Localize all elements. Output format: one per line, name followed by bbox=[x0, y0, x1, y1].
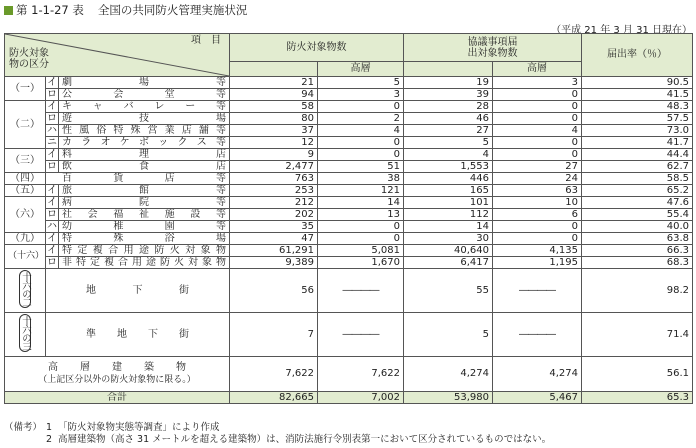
as-of-date: （平成 21 年 3 月 31 日現在） bbox=[551, 25, 692, 36]
cell-agreement: 28 bbox=[404, 101, 493, 113]
cell-count: 7 bbox=[230, 313, 318, 357]
cell-rate: 40.0 bbox=[582, 221, 693, 233]
table-row bbox=[5, 233, 693, 245]
cell-high-rise: 51 bbox=[318, 161, 404, 173]
table-row bbox=[5, 269, 693, 313]
total-agreement-high-rise: 5,467 bbox=[493, 392, 582, 404]
total-rate: 65.3 bbox=[582, 392, 693, 404]
category-name: 病 院 等 bbox=[59, 197, 230, 209]
cell-high-rise: 4 bbox=[318, 125, 404, 137]
cell-rate: 71.4 bbox=[582, 313, 693, 357]
category-name: 非特定複合用途防火対象物 bbox=[59, 257, 230, 269]
table-row bbox=[5, 113, 693, 125]
category-name: 旅 館 等 bbox=[59, 185, 230, 197]
table-row bbox=[5, 101, 693, 113]
header-category bbox=[5, 34, 230, 77]
cell-count: 202 bbox=[230, 209, 318, 221]
cell-count: 37 bbox=[230, 125, 318, 137]
cell-rate: 47.6 bbox=[582, 197, 693, 209]
total-row bbox=[5, 392, 693, 404]
cell-count: 35 bbox=[230, 221, 318, 233]
header-agreement-blank bbox=[404, 62, 493, 77]
table-row bbox=[5, 89, 693, 101]
subgroup-letter: ハ bbox=[47, 124, 57, 136]
high-building-name: 高 層 建 築 物 bbox=[48, 362, 187, 373]
group-label: （六） bbox=[5, 197, 46, 233]
table-row bbox=[5, 257, 693, 269]
cell-agreement-high-rise: 6 bbox=[493, 209, 582, 221]
notes bbox=[4, 422, 551, 446]
cell-count: 58 bbox=[230, 101, 318, 113]
subgroup-letter: イ bbox=[47, 76, 57, 88]
cell-rate: 41.7 bbox=[582, 137, 693, 149]
cell-rate: 66.3 bbox=[582, 245, 693, 257]
cell-high-rise: 1,670 bbox=[318, 257, 404, 269]
group-oval: 十六の三 bbox=[20, 316, 31, 350]
category-name: カラオケボックス等 bbox=[59, 137, 230, 149]
note-number: 2 bbox=[46, 434, 53, 445]
category-name: 特定複合用途防火対象物 bbox=[59, 245, 230, 257]
category-name: 料 理 店 bbox=[59, 149, 230, 161]
group-label: （三） bbox=[5, 149, 46, 173]
group-label bbox=[5, 313, 46, 357]
cell-agreement-high-rise: 3 bbox=[493, 77, 582, 89]
cell-count: 7,622 bbox=[230, 357, 318, 392]
category-name: 遊 技 場 bbox=[59, 113, 230, 125]
subgroup-letter: ニ bbox=[47, 136, 57, 148]
table-row bbox=[5, 125, 693, 137]
cell-agreement-high-rise: ―――― bbox=[493, 313, 582, 357]
group-label: （一） bbox=[5, 77, 46, 101]
group-label: （九） bbox=[5, 233, 46, 245]
high-building-label bbox=[5, 357, 230, 392]
group-label bbox=[5, 269, 46, 313]
cell-agreement-high-rise: 0 bbox=[493, 149, 582, 161]
note-number: 1 bbox=[46, 422, 53, 433]
cell-high-rise: 0 bbox=[318, 149, 404, 161]
subgroup-letter: ロ bbox=[47, 208, 57, 220]
header-count-blank bbox=[230, 62, 318, 77]
cell-agreement: 5 bbox=[404, 313, 493, 357]
cell-rate: 62.7 bbox=[582, 161, 693, 173]
cell-agreement: 6,417 bbox=[404, 257, 493, 269]
table-row bbox=[5, 197, 693, 209]
cell-rate: 41.5 bbox=[582, 89, 693, 101]
header-item: 項 目 bbox=[191, 35, 222, 46]
subgroup-letter: イ bbox=[47, 232, 57, 244]
cell-agreement: 55 bbox=[404, 269, 493, 313]
cell-agreement-high-rise: 0 bbox=[493, 233, 582, 245]
cell-count: 94 bbox=[230, 89, 318, 101]
total-agreement: 53,980 bbox=[404, 392, 493, 404]
subgroup-letter: ハ bbox=[47, 220, 57, 232]
note-text: 高層建築物（高さ 31 メートルを超える建築物）は、消防法施行令別表第一において区分されているものではない。 bbox=[58, 434, 552, 445]
table-title-text: 全国の共同防火管理実施状況 bbox=[97, 3, 248, 17]
cell-agreement-high-rise: 24 bbox=[493, 173, 582, 185]
cell-count: 9 bbox=[230, 149, 318, 161]
cell-rate: 68.3 bbox=[582, 257, 693, 269]
cell-high-rise: 0 bbox=[318, 233, 404, 245]
header-classification: 防火対象 物の区分 bbox=[9, 48, 49, 70]
category-name: 準 地 下 街 bbox=[46, 313, 230, 357]
cell-rate: 58.5 bbox=[582, 173, 693, 185]
cell-rate: 98.2 bbox=[582, 269, 693, 313]
table-row bbox=[5, 77, 693, 89]
table-body bbox=[5, 77, 693, 404]
cell-agreement-high-rise: 4,274 bbox=[493, 357, 582, 392]
cell-agreement: 19 bbox=[404, 77, 493, 89]
cell-agreement-high-rise: 0 bbox=[493, 89, 582, 101]
cell-count: 9,389 bbox=[230, 257, 318, 269]
group-label: （二） bbox=[5, 101, 46, 149]
table-title bbox=[4, 2, 247, 18]
total-label: 合計 bbox=[5, 392, 230, 404]
subgroup-letter: ロ bbox=[47, 160, 57, 172]
table-row bbox=[5, 357, 693, 392]
cell-agreement: 4,274 bbox=[404, 357, 493, 392]
table-row bbox=[5, 245, 693, 257]
category-name: 社会福祉施設等 bbox=[59, 209, 230, 221]
cell-high-rise: 0 bbox=[318, 101, 404, 113]
note-text: 「防火対象物実態等調査」により作成 bbox=[58, 422, 220, 433]
fire-management-table bbox=[4, 33, 693, 404]
cell-agreement: 112 bbox=[404, 209, 493, 221]
cell-high-rise: 0 bbox=[318, 137, 404, 149]
cell-high-rise: 0 bbox=[318, 221, 404, 233]
cell-rate: 48.3 bbox=[582, 101, 693, 113]
subgroup-letter: イ bbox=[47, 244, 57, 256]
cell-rate: 73.0 bbox=[582, 125, 693, 137]
cell-agreement-high-rise: 4,135 bbox=[493, 245, 582, 257]
cell-agreement-high-rise: 0 bbox=[493, 221, 582, 233]
subgroup-letter: イ bbox=[47, 184, 57, 196]
cell-high-rise: 7,622 bbox=[318, 357, 404, 392]
cell-rate: 44.4 bbox=[582, 149, 693, 161]
cell-agreement: 30 bbox=[404, 233, 493, 245]
header-rate: 届出率（％） bbox=[582, 34, 693, 77]
cell-rate: 57.5 bbox=[582, 113, 693, 125]
cell-high-rise: 13 bbox=[318, 209, 404, 221]
high-building-sub: （上記区分以外の防火対象物に限る。） bbox=[38, 375, 196, 385]
cell-agreement: 40,640 bbox=[404, 245, 493, 257]
cell-high-rise: 5,081 bbox=[318, 245, 404, 257]
cell-agreement-high-rise: 0 bbox=[493, 137, 582, 149]
category-name: 公 会 堂 等 bbox=[59, 89, 230, 101]
subgroup-letter: イ bbox=[47, 100, 57, 112]
cell-agreement-high-rise: ―――― bbox=[493, 269, 582, 313]
cell-rate: 65.2 bbox=[582, 185, 693, 197]
cell-agreement: 5 bbox=[404, 137, 493, 149]
cell-count: 12 bbox=[230, 137, 318, 149]
group-oval: 十六の二 bbox=[20, 272, 31, 306]
cell-agreement-high-rise: 0 bbox=[493, 101, 582, 113]
category-name: 百 貨 店 等 bbox=[46, 173, 230, 185]
header-agreement: 協議事項届 出対象物数 bbox=[404, 34, 582, 62]
title-square-icon bbox=[4, 6, 13, 15]
cell-agreement-high-rise: 63 bbox=[493, 185, 582, 197]
cell-agreement-high-rise: 0 bbox=[493, 113, 582, 125]
cell-agreement: 4 bbox=[404, 149, 493, 161]
subgroup-letter: イ bbox=[47, 196, 57, 208]
cell-high-rise: 2 bbox=[318, 113, 404, 125]
cell-high-rise: 5 bbox=[318, 77, 404, 89]
table-row bbox=[5, 149, 693, 161]
group-label: （四） bbox=[5, 173, 46, 185]
cell-high-rise: 14 bbox=[318, 197, 404, 209]
header-count: 防火対象物数 bbox=[230, 34, 404, 62]
cell-agreement: 27 bbox=[404, 125, 493, 137]
cell-rate: 55.4 bbox=[582, 209, 693, 221]
subgroup-letter: ロ bbox=[47, 112, 57, 124]
header-high-rise-2: 高層 bbox=[493, 62, 582, 77]
total-count: 82,665 bbox=[230, 392, 318, 404]
header-row bbox=[5, 34, 693, 62]
group-label: （五） bbox=[5, 185, 46, 197]
cell-count: 61,291 bbox=[230, 245, 318, 257]
header-high-rise: 高層 bbox=[318, 62, 404, 77]
subgroup-letter: ロ bbox=[47, 256, 57, 268]
table-row bbox=[5, 221, 693, 233]
cell-agreement: 14 bbox=[404, 221, 493, 233]
category-name: 幼 稚 園 等 bbox=[59, 221, 230, 233]
cell-agreement-high-rise: 4 bbox=[493, 125, 582, 137]
table-row bbox=[5, 185, 693, 197]
cell-count: 2,477 bbox=[230, 161, 318, 173]
cell-count: 47 bbox=[230, 233, 318, 245]
cell-agreement: 101 bbox=[404, 197, 493, 209]
cell-count: 212 bbox=[230, 197, 318, 209]
total-high-rise: 7,002 bbox=[318, 392, 404, 404]
cell-count: 253 bbox=[230, 185, 318, 197]
cell-agreement-high-rise: 1,195 bbox=[493, 257, 582, 269]
cell-rate: 63.8 bbox=[582, 233, 693, 245]
cell-high-rise: 38 bbox=[318, 173, 404, 185]
cell-count: 56 bbox=[230, 269, 318, 313]
cell-count: 80 bbox=[230, 113, 318, 125]
category-name: 性風俗特殊営業店舗等 bbox=[59, 125, 230, 137]
category-name: 地 下 街 bbox=[46, 269, 230, 313]
category-name: 飲 食 店 bbox=[59, 161, 230, 173]
cell-agreement: 46 bbox=[404, 113, 493, 125]
notes-label: （備考） bbox=[4, 422, 43, 433]
cell-high-rise: ―――― bbox=[318, 313, 404, 357]
table-row bbox=[5, 173, 693, 185]
table-row bbox=[5, 137, 693, 149]
cell-rate: 90.5 bbox=[582, 77, 693, 89]
category-name: キャバレー等 bbox=[59, 101, 230, 113]
cell-agreement: 1,553 bbox=[404, 161, 493, 173]
cell-high-rise: 121 bbox=[318, 185, 404, 197]
table-number: 第 1-1-27 表 bbox=[16, 3, 84, 17]
table-row bbox=[5, 209, 693, 221]
cell-high-rise: ―――― bbox=[318, 269, 404, 313]
cell-agreement: 39 bbox=[404, 89, 493, 101]
subgroup-letter: イ bbox=[47, 148, 57, 160]
subgroup-letter: ロ bbox=[47, 88, 57, 100]
cell-agreement-high-rise: 27 bbox=[493, 161, 582, 173]
table-row bbox=[5, 313, 693, 357]
category-name: 劇 場 等 bbox=[59, 77, 230, 89]
cell-count: 763 bbox=[230, 173, 318, 185]
cell-rate: 56.1 bbox=[582, 357, 693, 392]
cell-high-rise: 3 bbox=[318, 89, 404, 101]
cell-agreement-high-rise: 10 bbox=[493, 197, 582, 209]
group-label: （十六） bbox=[5, 245, 46, 269]
table-row bbox=[5, 161, 693, 173]
cell-count: 21 bbox=[230, 77, 318, 89]
cell-agreement: 165 bbox=[404, 185, 493, 197]
category-name: 特 殊 浴 場 bbox=[59, 233, 230, 245]
cell-agreement: 446 bbox=[404, 173, 493, 185]
